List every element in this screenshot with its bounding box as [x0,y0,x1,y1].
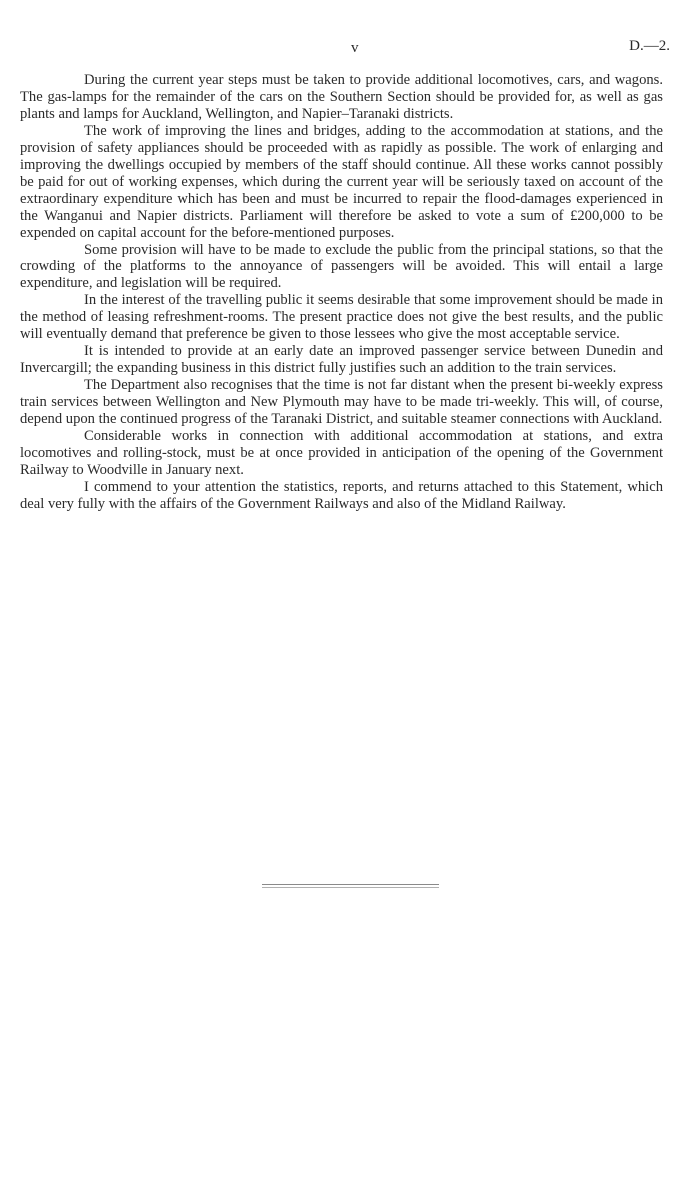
paragraph-station-access: Some provision will have to be made to exclude the public from the principal stations, so that the crowding of the platforms to the annoyance of passengers will be avoided. This will entail a large expenditure, and legislation will be required. [20,241,663,292]
body-text [20,72,663,513]
paragraph-express-services: The Department also recognises that the time is not far distant when the present bi-weekly express train services between Wellington and New Plymouth may have to be made tri-weekly. This will, of course, depend upon the continued progress of the Taranaki District, and suitable steamer connections with Auckland. [20,377,663,428]
document-reference: D.—2. [629,38,670,54]
paragraph-refreshment-rooms: In the interest of the travelling public it seems desirable that some improvement should be made in the method of leasing refreshment-rooms. The present practice does not give the best results, and the public will eventually demand that preference be given to those lessees who give the most acceptable service. [20,292,663,343]
page-number: v [351,40,359,56]
paragraph-closing: I commend to your attention the statistics, reports, and returns attached to this Statement, which deal very fully with the affairs of the Government Railways and also of the Midland Railway. [20,478,663,512]
paragraph-woodville-opening: Considerable works in connection with additional accommodation at stations, and extra locomotives and rolling-stock, must be at once provided in anticipation of the opening of the Government Railway to Woodville in January next. [20,428,663,478]
paragraph-dunedin-service: It is intended to provide at an early date an improved passenger service between Dunedin and Invercargill; the expanding business in this district fully justifies such an addition to the train services. [20,343,663,377]
end-rule [262,884,439,887]
paragraph-rolling-stock: During the current year steps must be taken to provide additional locomotives, cars, and wagons. The gas-lamps for the remainder of the cars on the Southern Section should be provided for, as well as gas plants and lamps for Auckland, Wellington, and Napier–Taranaki districts. [20,72,663,122]
paragraph-capital-works: The work of improving the lines and bridges, adding to the accommodation at stations, and the provision of safety appliances should be proceeded with as rapidly as possible. The work of enlarging and improving the dwellings occupied by members of the staff should continue. All these works cannot possibly be paid for out of working expenses, which during the current year will be seriously taxed on account of the extraordinary expenditure which has been and must be incurred to repair the flood-damages experienced in the Wanganui and Napier districts. Parliament will therefore be asked to vote a sum of £200,000 to be expended on capital account for the before-mentioned purposes. [20,122,663,241]
page-header [0,34,700,58]
